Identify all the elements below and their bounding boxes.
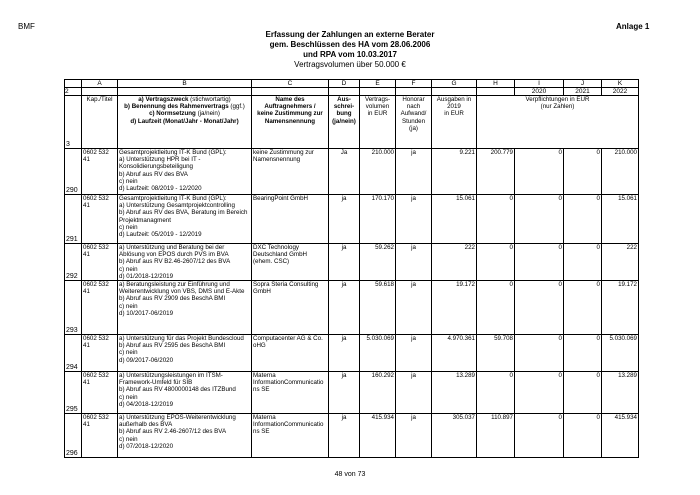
document-source: BMF <box>18 22 35 31</box>
table-row <box>65 414 639 458</box>
cell-verpflichtung-2021: 0 <box>515 335 564 372</box>
table-row <box>65 335 639 372</box>
cell-line: b) Abruf aus RV 2595 des BeschA BMI <box>119 342 226 350</box>
cell-vertragsvolumen: 59.618 <box>360 281 396 335</box>
header-kap-titel: Kap./Titel <box>82 96 118 149</box>
page-subtitle: Vertragsvolumen über 50.000 € <box>294 60 406 69</box>
cell-verpflichtung-2020: 0 <box>477 372 515 414</box>
header-b-hint: (stichwortartig) <box>188 96 231 103</box>
cell-kap-titel: 0602 532 41 <box>82 195 118 244</box>
cell-line: c) nein <box>119 265 138 273</box>
page-title-line-3: und RPA vom 10.03.2017 <box>303 50 397 59</box>
year-cell-blank <box>396 88 432 96</box>
header-b-hint: (ggf.) <box>228 103 245 111</box>
cell-line: c) nein <box>119 177 138 185</box>
header-line: bung <box>336 110 352 118</box>
cell-line: d) Laufzeit: 08/2019 - 12/2020 <box>119 185 202 193</box>
cell-line: a) Beratungsleistung zur Einführung und <box>119 281 230 289</box>
cell-verpflichtung-2021: 0 <box>515 149 564 195</box>
cell-summe: 13.289 <box>602 372 639 414</box>
cell-line: GmbH <box>253 288 271 296</box>
cell-line: b) Abruf aus RV 2909 des BeschA BMI <box>119 295 226 303</box>
cell-line: Materna <box>253 414 276 422</box>
cell-ausgaben-2019: 4.970.361 <box>432 335 477 372</box>
header-line: (ja) <box>409 124 418 132</box>
year-cell-blank <box>477 88 515 96</box>
cell-summe: 222 <box>602 244 639 281</box>
header-vertragszweck <box>118 96 252 149</box>
cell-vertragsvolumen: 5.030.069 <box>360 335 396 372</box>
header-line: Verpflichtungen in EUR <box>525 96 590 103</box>
cell-line: InformationCommunicatio <box>253 379 324 387</box>
cell-line: Deutschland GmbH <box>253 251 307 259</box>
cell-line: DXC Technology <box>253 244 299 251</box>
cell-verpflichtung-2021: 0 <box>515 281 564 335</box>
row-number: 290 <box>65 149 82 195</box>
header-ausschreibung <box>329 96 360 149</box>
cell-ausgaben-2019: 9.221 <box>432 149 477 195</box>
header-b-label: b) Benennung des Rahmenvertrags <box>124 103 229 111</box>
header-b-label: c) Normsetzung <box>149 110 196 118</box>
cell-ausschreibung: ja <box>329 372 360 414</box>
cell-auftragnehmer <box>252 149 329 195</box>
cell-kap-titel: 0602 532 41 <box>82 414 118 458</box>
cell-line: a) Unterstützung für das Projekt Bundescloud <box>119 335 244 343</box>
row-number: 3 <box>65 96 82 149</box>
page-number: 48 von 73 <box>334 471 366 478</box>
cell-vertragszweck <box>118 149 252 195</box>
cell-kap-titel: 0602 532 41 <box>82 372 118 414</box>
year-cell-blank <box>82 88 118 96</box>
cell-ausgaben-2019: 222 <box>432 244 477 281</box>
header-line: Vertrags- <box>364 96 391 103</box>
cell-line: c) nein <box>119 435 138 443</box>
header-line: keine Zustimmung zur <box>257 110 323 118</box>
cell-line: InformationCommunicatio <box>253 421 324 429</box>
header-line: in EUR <box>367 110 388 118</box>
cell-verpflichtung-2020: 59.708 <box>477 335 515 372</box>
cell-line: Gesamtprojektleitung IT-K Bund (GPL): <box>119 149 227 156</box>
table-row <box>65 372 639 414</box>
cell-line: ns SE <box>253 386 270 394</box>
header-line: Stunden <box>401 117 426 125</box>
header-line: nach <box>406 103 421 111</box>
cell-auftragnehmer <box>252 244 329 281</box>
cell-line: oHG <box>253 342 266 350</box>
column-letter-row <box>65 80 639 88</box>
header-line: (ja/nein) <box>332 117 356 125</box>
cell-line: b) Abruf aus RV des BVA <box>119 170 188 178</box>
cell-verpflichtung-2020: 0 <box>477 244 515 281</box>
header-line: Auftragnehmers / <box>264 103 316 111</box>
header-b-hint: (ja/nein) <box>195 110 220 118</box>
cell-kap-titel: 0602 532 41 <box>82 335 118 372</box>
year-row <box>65 88 639 96</box>
column-letter: J <box>564 80 602 88</box>
cell-line: c) nein <box>119 223 138 231</box>
table-row <box>65 149 639 195</box>
cell-line: Materna <box>253 372 276 380</box>
cell-line: a) Unterstützung EPOS-Weiterentwicklung <box>119 414 236 422</box>
cell-kap-titel: 0602 532 41 <box>82 149 118 195</box>
cell-ausgaben-2019: 15.061 <box>432 195 477 244</box>
cell-verpflichtung-2020: 0 <box>477 195 515 244</box>
column-letter: I <box>515 80 564 88</box>
page-title-line-2: gem. Beschlüssen des HA vom 28.06.2006 <box>269 40 431 49</box>
cell-honorar: ja <box>396 281 432 335</box>
cell-summe: 210.000 <box>602 149 639 195</box>
cell-vertragsvolumen: 59.262 <box>360 244 396 281</box>
cell-ausgaben-2019: 13.289 <box>432 372 477 414</box>
cell-line: b) Abruf aus RV des BVA, Beratung im Bereich <box>119 209 248 217</box>
cell-line: d) 09/2017-06/2020 <box>119 356 174 364</box>
cell-verpflichtung-2022: 0 <box>564 372 602 414</box>
header-auftragnehmer <box>252 96 329 149</box>
header-line: (nur Zahlen) <box>540 103 575 111</box>
cell-ausschreibung: ja <box>329 244 360 281</box>
cell-vertragszweck <box>118 335 252 372</box>
cell-auftragnehmer <box>252 414 329 458</box>
column-letter: H <box>477 80 515 88</box>
cell-line: Framework-Umfeld für SIB <box>119 379 193 387</box>
column-letter: B <box>118 80 252 88</box>
header-line: Name des <box>275 96 305 103</box>
cell-line: Weiterentwicklung von VBS, DMS und E-Akte <box>119 288 245 296</box>
header-line: 2019 <box>447 103 461 111</box>
year-cell-blank <box>432 88 477 96</box>
cell-auftragnehmer <box>252 372 329 414</box>
column-letter-blank <box>65 80 82 88</box>
cell-vertragsvolumen: 170.170 <box>360 195 396 244</box>
cell-line: b) Abruf aus RV B2.46-2607/12 des BVA <box>119 258 231 266</box>
cell-vertragszweck <box>118 195 252 244</box>
header-line: Honorar <box>402 96 425 103</box>
cell-verpflichtung-2021: 0 <box>515 195 564 244</box>
cell-vertragsvolumen: 415.934 <box>360 414 396 458</box>
cell-line: d) 10/2017-06/2019 <box>119 309 174 317</box>
header-vertragsvolumen <box>360 96 396 149</box>
header-line: Ausgaben in <box>436 96 472 103</box>
year-2021: 2021 <box>564 88 602 96</box>
cell-line: c) nein <box>119 349 138 357</box>
header-ausgaben <box>432 96 477 149</box>
cell-summe: 19.172 <box>602 281 639 335</box>
cell-line: Sopra Steria Consulting <box>253 281 319 289</box>
cell-vertragsvolumen: 210.000 <box>360 149 396 195</box>
cell-line: a) Unterstützungsleistungen im ITSM- <box>119 372 223 380</box>
cell-ausschreibung: ja <box>329 281 360 335</box>
cell-ausschreibung: Ja <box>329 149 360 195</box>
cell-line: b) Abruf aus RV 4800000148 des ITZBund <box>119 386 236 394</box>
year-cell-blank <box>118 88 252 96</box>
header-honorar <box>396 96 432 149</box>
year-cell-blank <box>360 88 396 96</box>
cell-line: c) nein <box>119 302 138 310</box>
cell-summe: 15.061 <box>602 195 639 244</box>
cell-ausschreibung: ja <box>329 195 360 244</box>
cell-line: Computacenter AG & Co. <box>253 335 323 343</box>
cell-verpflichtung-2022: 0 <box>564 195 602 244</box>
cell-auftragnehmer <box>252 195 329 244</box>
column-letter: A <box>82 80 118 88</box>
column-letter: E <box>360 80 396 88</box>
header-line: in EUR <box>444 110 464 118</box>
cell-summe: 415.934 <box>602 414 639 458</box>
column-letter: D <box>329 80 360 88</box>
cell-line: BearingPoint GmbH <box>253 195 309 202</box>
cell-honorar: ja <box>396 244 432 281</box>
row-number: 2 <box>65 88 82 96</box>
header-b-label: d) Laufzeit (Monat/Jahr - Monat/Jahr) <box>130 117 239 125</box>
cell-ausschreibung: ja <box>329 414 360 458</box>
cell-auftragnehmer <box>252 335 329 372</box>
column-letter: C <box>252 80 329 88</box>
cell-verpflichtung-2021: 0 <box>515 244 564 281</box>
cell-line: a) Unterstützung Gesamtprojektcontrolling <box>119 202 235 210</box>
cell-line: Konsolidierungsbeteiligung <box>119 163 193 171</box>
cell-verpflichtung-2022: 0 <box>564 244 602 281</box>
header-verpflichtungen <box>477 96 639 149</box>
cell-line: außerhalb des BVA <box>119 421 173 429</box>
annex-label: Anlage 1 <box>616 22 650 31</box>
cell-verpflichtung-2022: 0 <box>564 335 602 372</box>
table-row <box>65 195 639 244</box>
cell-line: Namensnennung <box>253 156 301 164</box>
row-number: 291 <box>65 195 82 244</box>
cell-honorar: ja <box>396 335 432 372</box>
cell-line: a) Unterstützung und Beratung bei der <box>119 244 225 251</box>
column-letter: G <box>432 80 477 88</box>
cell-line: b) Abruf aus RV 2.46-2607/12 des BVA <box>119 428 227 436</box>
cell-line: (ehem. CSC) <box>253 258 290 266</box>
cell-kap-titel: 0602 532 41 <box>82 281 118 335</box>
cell-line: Gesamtprojektleitung IT-K Bund (GPL): <box>119 195 227 202</box>
cell-line: keine Zustimmung zur <box>253 149 314 156</box>
header-line: Aus- <box>337 96 351 103</box>
cell-verpflichtung-2021: 0 <box>515 372 564 414</box>
cell-verpflichtung-2022: 0 <box>564 281 602 335</box>
header-b-label: a) Vertragszweck <box>138 96 189 103</box>
cell-line: d) Laufzeit: 05/2019 - 12/2019 <box>119 231 202 239</box>
cell-verpflichtung-2021: 0 <box>515 414 564 458</box>
cell-vertragszweck <box>118 244 252 281</box>
cell-line: d) 01/2018-12/2019 <box>119 272 174 280</box>
cell-summe: 5.030.069 <box>602 335 639 372</box>
cell-honorar: ja <box>396 414 432 458</box>
cell-vertragszweck <box>118 281 252 335</box>
year-cell-blank <box>329 88 360 96</box>
year-2020: 2020 <box>515 88 564 96</box>
cell-line: ns SE <box>253 428 270 436</box>
row-number: 296 <box>65 414 82 458</box>
year-cell-blank <box>252 88 329 96</box>
cell-honorar: ja <box>396 149 432 195</box>
cell-vertragszweck <box>118 414 252 458</box>
page-title-line-1: Erfassung der Zahlungen an externe Berater <box>265 30 435 39</box>
cell-verpflichtung-2020: 0 <box>477 281 515 335</box>
header-line: Aufwand/ <box>400 110 427 118</box>
cell-kap-titel: 0602 532 41 <box>82 244 118 281</box>
cell-honorar: ja <box>396 195 432 244</box>
cell-vertragsvolumen: 160.292 <box>360 372 396 414</box>
header-line: volumen <box>365 103 390 111</box>
year-2022: 2022 <box>602 88 639 96</box>
cell-line: c) nein <box>119 393 138 401</box>
cell-line: a) Unterstützung HPR bei IT - <box>119 156 201 164</box>
column-letter: K <box>602 80 639 88</box>
header-line: Namensnennung <box>264 117 316 125</box>
cell-line: d) 04/2018-12/2019 <box>119 400 174 408</box>
table-row <box>65 244 639 281</box>
cell-verpflichtung-2022: 0 <box>564 414 602 458</box>
header-line: schrei- <box>333 103 355 111</box>
cell-verpflichtung-2020: 200.779 <box>477 149 515 195</box>
cell-honorar: ja <box>396 372 432 414</box>
row-number: 292 <box>65 244 82 281</box>
row-number: 293 <box>65 281 82 335</box>
row-number: 295 <box>65 372 82 414</box>
cell-ausgaben-2019: 305.037 <box>432 414 477 458</box>
cell-line: Projektmanagment <box>119 216 171 224</box>
cell-ausschreibung: ja <box>329 335 360 372</box>
column-letter: F <box>396 80 432 88</box>
cell-line: Ablösung von EPOS durch PVS im BVA <box>119 251 229 259</box>
cell-verpflichtung-2022: 0 <box>564 149 602 195</box>
cell-line: d) 07/2018-12/2020 <box>119 442 174 450</box>
payments-table <box>64 79 639 458</box>
row-number: 294 <box>65 335 82 372</box>
cell-verpflichtung-2020: 110.897 <box>477 414 515 458</box>
header-row <box>65 96 639 149</box>
table-row <box>65 281 639 335</box>
cell-vertragszweck <box>118 372 252 414</box>
cell-auftragnehmer <box>252 281 329 335</box>
cell-ausgaben-2019: 19.172 <box>432 281 477 335</box>
